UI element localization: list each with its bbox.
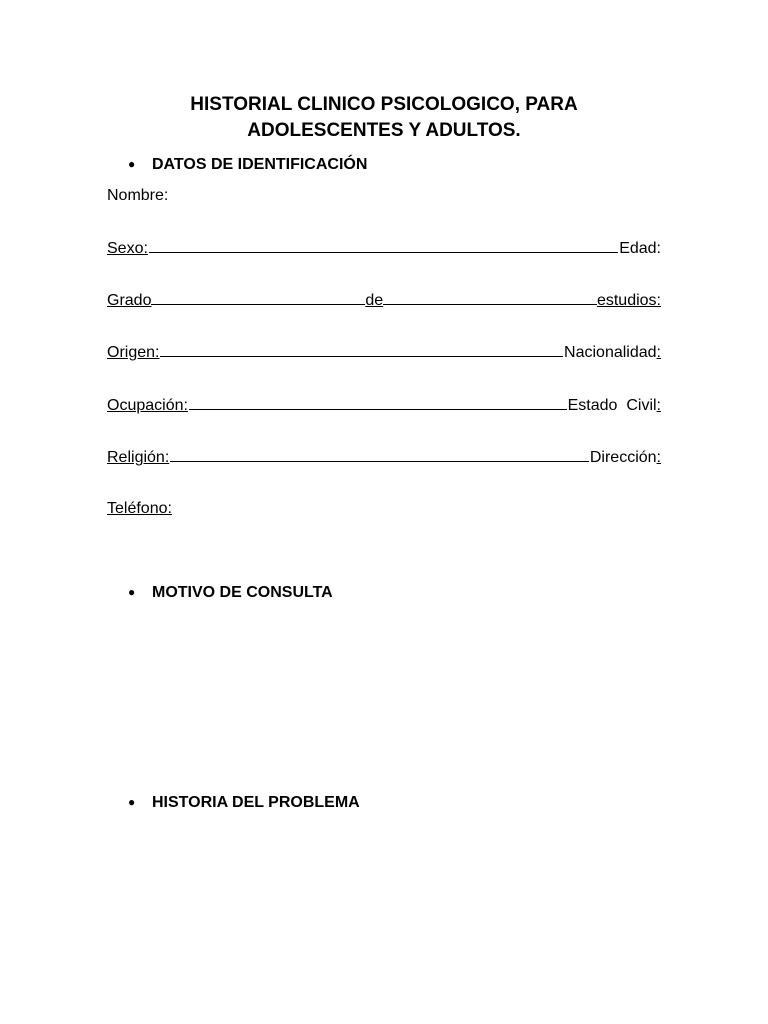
nombre-label: Nombre: [107,187,169,204]
sexo-label: Sexo: [107,240,148,257]
field-ocupacion-estado-civil [107,394,661,416]
nacionalidad-label: Nacionalidad [564,344,657,361]
bullet-icon: ● [128,585,136,599]
de-label: de [365,292,384,309]
direccion-label: Dirección [589,449,657,466]
title-line-1: HISTORIAL CLINICO PSICOLOGICO, PARA [190,94,578,115]
religion-blank-line[interactable] [170,446,589,462]
telefono-label: Teléfono: [107,500,172,517]
title-line-2: ADOLESCENTES Y ADULTOS. [247,120,521,141]
origen-blank-line[interactable] [160,341,563,357]
section-historia-problema [128,792,360,813]
origen-label: Origen: [107,344,160,361]
bullet-icon: ● [128,795,136,809]
religion-label: Religión: [107,449,170,466]
estado-label: Estado [567,397,618,414]
ocupacion-label: Ocupación: [107,397,188,414]
civil-colon: : [656,397,661,414]
section-heading-label: DATOS DE IDENTIFICACIÓN [152,156,368,173]
field-sexo-edad [107,237,661,259]
document-title [0,92,768,144]
grado-label: Grado [107,292,152,309]
section-datos-identificacion [128,154,367,175]
section-heading-label: HISTORIA DEL PROBLEMA [152,794,360,811]
edad-label: Edad: [619,240,661,257]
estudios-label: estudios: [596,292,661,309]
section-motivo-consulta [128,582,333,603]
bullet-icon: ● [128,157,136,171]
section-heading-label: MOTIVO DE CONSULTA [152,584,333,601]
ocupacion-blank-line[interactable] [189,394,567,410]
civil-label: Civil [626,397,657,414]
grado-blank-line[interactable] [151,289,365,305]
direccion-colon: : [656,449,661,466]
nacionalidad-colon: : [656,344,661,361]
field-telefono [107,498,661,520]
estudios-blank-line[interactable] [383,289,597,305]
field-nombre [107,185,661,207]
field-origen-nacionalidad [107,341,661,363]
field-religion-direccion [107,446,661,468]
sexo-blank-line[interactable] [149,237,618,253]
field-grado-estudios [107,289,661,311]
